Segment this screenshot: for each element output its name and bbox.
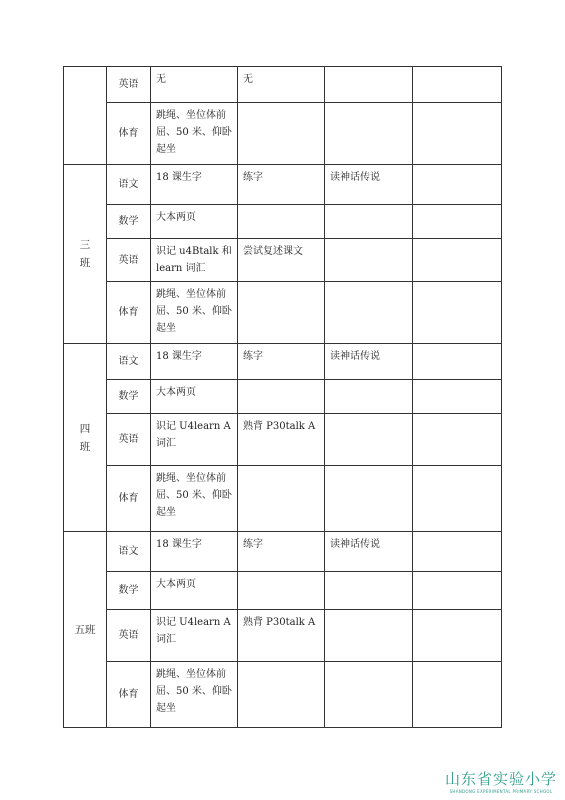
task-cell: 读神话传说 <box>325 344 413 380</box>
task-cell <box>413 662 502 728</box>
task-cell <box>413 344 502 380</box>
school-logo <box>445 768 557 794</box>
task-cell: 大本两页 <box>151 380 238 414</box>
task-cell <box>413 282 502 344</box>
task-cell <box>238 662 325 728</box>
table-row <box>64 466 502 532</box>
task-cell <box>413 165 502 205</box>
class-name-cell <box>64 165 107 344</box>
task-cell: 尝试复述课文 <box>238 239 325 282</box>
task-cell: 读神话传说 <box>325 165 413 205</box>
subject-cell: 英语 <box>107 67 151 103</box>
subject-cell: 体育 <box>107 662 151 728</box>
task-cell: 识记 u4Btalk 和 learn 词汇 <box>151 239 238 282</box>
task-cell <box>413 572 502 610</box>
task-cell: 18 课生字 <box>151 165 238 205</box>
subject-cell: 体育 <box>107 466 151 532</box>
subject-cell: 英语 <box>107 610 151 662</box>
school-name-en: SHANDONG EXPERIMENTAL PRIMARY SCHOOL <box>449 789 553 794</box>
subject-cell: 数学 <box>107 572 151 610</box>
table-row <box>64 380 502 414</box>
table-row <box>64 282 502 344</box>
table-row <box>64 239 502 282</box>
class-name-cell <box>64 67 107 165</box>
task-cell: 跳绳、坐位体前屈、50 米、仰卧起坐 <box>151 662 238 728</box>
task-cell: 无 <box>238 67 325 103</box>
task-cell: 读神话传说 <box>325 532 413 572</box>
class-name-cell <box>64 344 107 532</box>
table-row <box>64 610 502 662</box>
task-cell <box>238 572 325 610</box>
task-cell: 识记 U4learn A 词汇 <box>151 414 238 466</box>
task-cell <box>413 380 502 414</box>
task-cell <box>413 205 502 239</box>
table-row <box>64 532 502 572</box>
task-cell <box>413 239 502 282</box>
subject-cell: 语文 <box>107 165 151 205</box>
task-cell <box>325 205 413 239</box>
task-cell <box>325 572 413 610</box>
task-cell <box>325 282 413 344</box>
task-cell: 练字 <box>238 165 325 205</box>
task-cell: 无 <box>151 67 238 103</box>
table-row <box>64 572 502 610</box>
table-row <box>64 662 502 728</box>
subject-cell: 语文 <box>107 344 151 380</box>
subject-cell: 数学 <box>107 205 151 239</box>
task-cell <box>238 466 325 532</box>
subject-cell: 数学 <box>107 380 151 414</box>
task-cell <box>238 282 325 344</box>
class-name: 四 班 <box>79 422 91 453</box>
table-row <box>64 67 502 103</box>
task-cell: 练字 <box>238 344 325 380</box>
task-cell <box>413 610 502 662</box>
task-cell: 18 课生字 <box>151 344 238 380</box>
task-cell <box>325 466 413 532</box>
class-name: 三 班 <box>79 239 91 269</box>
task-cell <box>413 103 502 165</box>
class-name-cell <box>64 532 107 728</box>
homework-table-body <box>64 67 502 728</box>
task-cell <box>413 466 502 532</box>
task-cell <box>325 414 413 466</box>
subject-cell: 体育 <box>107 282 151 344</box>
table-row <box>64 205 502 239</box>
task-cell <box>325 239 413 282</box>
task-cell: 18 课生字 <box>151 532 238 572</box>
task-cell <box>413 67 502 103</box>
task-cell: 跳绳、坐位体前屈、50 米、仰卧起坐 <box>151 466 238 532</box>
table-row <box>64 344 502 380</box>
subject-cell: 英语 <box>107 414 151 466</box>
subject-cell: 英语 <box>107 239 151 282</box>
task-cell: 跳绳、坐位体前屈、50 米、仰卧起坐 <box>151 282 238 344</box>
task-cell: 熟背 P30talk A <box>238 414 325 466</box>
task-cell: 大本两页 <box>151 572 238 610</box>
task-cell <box>238 380 325 414</box>
class-name: 五班 <box>74 623 96 636</box>
task-cell: 练字 <box>238 532 325 572</box>
task-cell: 跳绳、坐位体前屈、50 米、仰卧起坐 <box>151 103 238 165</box>
homework-table <box>63 66 502 728</box>
subject-cell: 体育 <box>107 103 151 165</box>
table-row <box>64 103 502 165</box>
table-row <box>64 165 502 205</box>
task-cell <box>413 414 502 466</box>
subject-cell: 语文 <box>107 532 151 572</box>
task-cell <box>325 610 413 662</box>
task-cell <box>238 205 325 239</box>
task-cell: 熟背 P30talk A <box>238 610 325 662</box>
task-cell <box>238 103 325 165</box>
task-cell <box>325 380 413 414</box>
task-cell: 大本两页 <box>151 205 238 239</box>
task-cell <box>325 662 413 728</box>
school-name-cn: 山东省实验小学 <box>444 770 557 788</box>
table-row <box>64 414 502 466</box>
task-cell <box>413 532 502 572</box>
task-cell <box>325 103 413 165</box>
task-cell <box>325 67 413 103</box>
task-cell: 识记 U4learn A 词汇 <box>151 610 238 662</box>
